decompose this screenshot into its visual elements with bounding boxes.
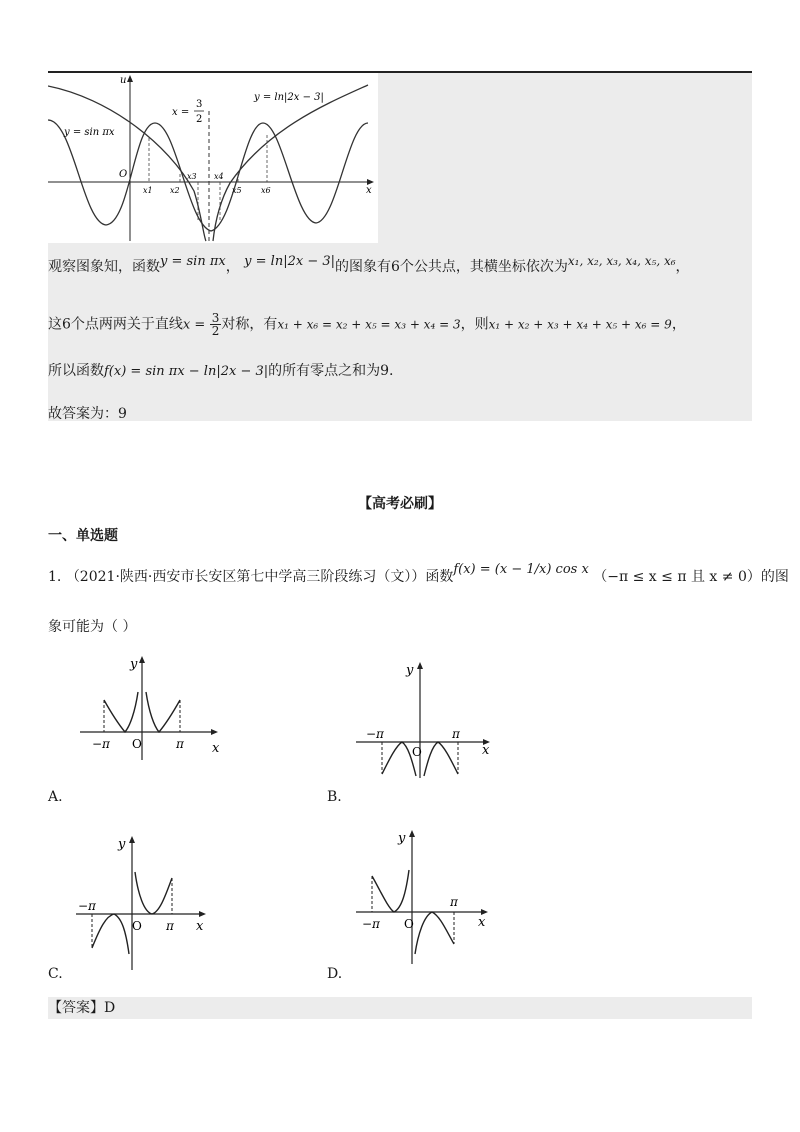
- line2-then: ，则: [460, 316, 489, 333]
- line2-eq1: x₁ + x₆ = x₂ + x₅ = x₃ + x₄ = 3: [277, 317, 461, 332]
- graph-line-label: x =: [172, 107, 190, 118]
- solution-line-1: [48, 254, 690, 277]
- option-b-graph: [354, 660, 504, 780]
- line2-prefix: 这6个点两两关于直线: [48, 316, 183, 333]
- line2-den: 2: [211, 324, 220, 338]
- option-d-negpi: −π: [362, 917, 380, 931]
- graph-x5: x5: [232, 186, 242, 195]
- answer-label: 【答案】D: [48, 1000, 116, 1016]
- line1-func-sin: y = sin πx: [160, 254, 226, 269]
- option-a-pospi: π: [176, 737, 184, 751]
- option-c-x: x: [196, 919, 204, 934]
- graph-ln-label: y = ln|2x − 3|: [254, 92, 324, 103]
- option-c-graph: [74, 832, 224, 972]
- graph-u-label: u: [120, 75, 127, 86]
- solution-graph: [48, 73, 378, 243]
- solution-answer: 故答案为：9: [48, 406, 127, 422]
- question-number: 1.: [48, 569, 62, 585]
- line1-points: x₁, x₂, x₃, x₄, x₅, x₆: [567, 254, 676, 268]
- solution-line-2: [48, 312, 686, 337]
- line1-sep: ，: [225, 259, 240, 275]
- graph-x1: x1: [143, 186, 153, 195]
- line3-end: 的所有零点之和为9.: [268, 363, 394, 379]
- option-c-y: y: [118, 837, 126, 852]
- question-line-2: 象可能为（ ）: [48, 619, 137, 635]
- option-d-pospi: π: [450, 895, 458, 909]
- graph-sin-label: y = sin πx: [64, 127, 115, 138]
- question-line-1: [48, 562, 789, 587]
- option-b-label[interactable]: B.: [327, 789, 342, 805]
- graph-x3: x3: [187, 172, 197, 181]
- line2-eq2: x₁ + x₂ + x₃ + x₄ + x₅ + x₆ = 9: [488, 317, 672, 332]
- option-c-label[interactable]: C.: [48, 966, 63, 982]
- option-b-negpi: −π: [366, 727, 384, 741]
- option-d-x: x: [478, 915, 486, 930]
- option-b-y: y: [406, 663, 414, 678]
- line2-mid: 对称，有: [221, 316, 278, 333]
- line2-fraction: [210, 312, 222, 337]
- section-title: 【高考必刷】: [358, 496, 442, 512]
- graph-x6: x6: [261, 186, 271, 195]
- option-a-y: y: [130, 657, 138, 672]
- graph-x4: x4: [214, 172, 224, 181]
- graph-x2: x2: [170, 186, 180, 195]
- line3-prefix: 所以函数: [48, 363, 104, 379]
- option-d-graph: [354, 826, 504, 966]
- option-d-origin: O: [404, 917, 414, 931]
- graph-line-num: 3: [196, 99, 203, 110]
- answer-bar: [48, 997, 752, 1019]
- option-c-negpi: −π: [78, 899, 96, 913]
- line1-end: ，: [675, 259, 690, 275]
- option-d-label[interactable]: D.: [327, 966, 343, 982]
- line2-end: ，: [671, 316, 686, 333]
- graph-line-den: 2: [196, 114, 203, 125]
- line1-func-ln: y = ln|2x − 3|: [244, 254, 335, 269]
- line1-prefix: 观察图象知，函数: [48, 259, 160, 275]
- option-a-x: x: [212, 741, 220, 756]
- option-d-y: y: [398, 831, 406, 846]
- line2-x: x =: [182, 317, 206, 333]
- option-c-origin: O: [132, 919, 142, 933]
- subsection-title: 一、单选题: [48, 528, 118, 544]
- graph-origin: O: [119, 169, 128, 180]
- line3-func: f(x) = sin πx − ln|2x − 3|: [104, 364, 269, 379]
- option-a-graph: [78, 652, 228, 762]
- line2-num: 3: [211, 311, 220, 325]
- option-b-pospi: π: [452, 727, 460, 741]
- option-a-origin: O: [132, 737, 142, 751]
- question-source: （2021·陕西·西安市长安区第七中学高三阶段练习（文））函数: [65, 569, 454, 585]
- option-c-pospi: π: [166, 919, 174, 933]
- option-a-label[interactable]: A.: [48, 789, 63, 805]
- option-b-x: x: [482, 743, 490, 758]
- option-a-negpi: −π: [92, 737, 110, 751]
- line1-mid: 的图象有6个公共点，其横坐标依次为: [335, 259, 568, 275]
- solution-line-3: [48, 362, 394, 381]
- graph-x-label: x: [366, 185, 372, 196]
- question-domain: （−π ≤ x ≤ π 且 x ≠ 0）的图: [593, 569, 789, 585]
- question-function: f(x) = (x − 1/x) cos x: [453, 562, 589, 577]
- option-b-origin: O: [412, 745, 422, 759]
